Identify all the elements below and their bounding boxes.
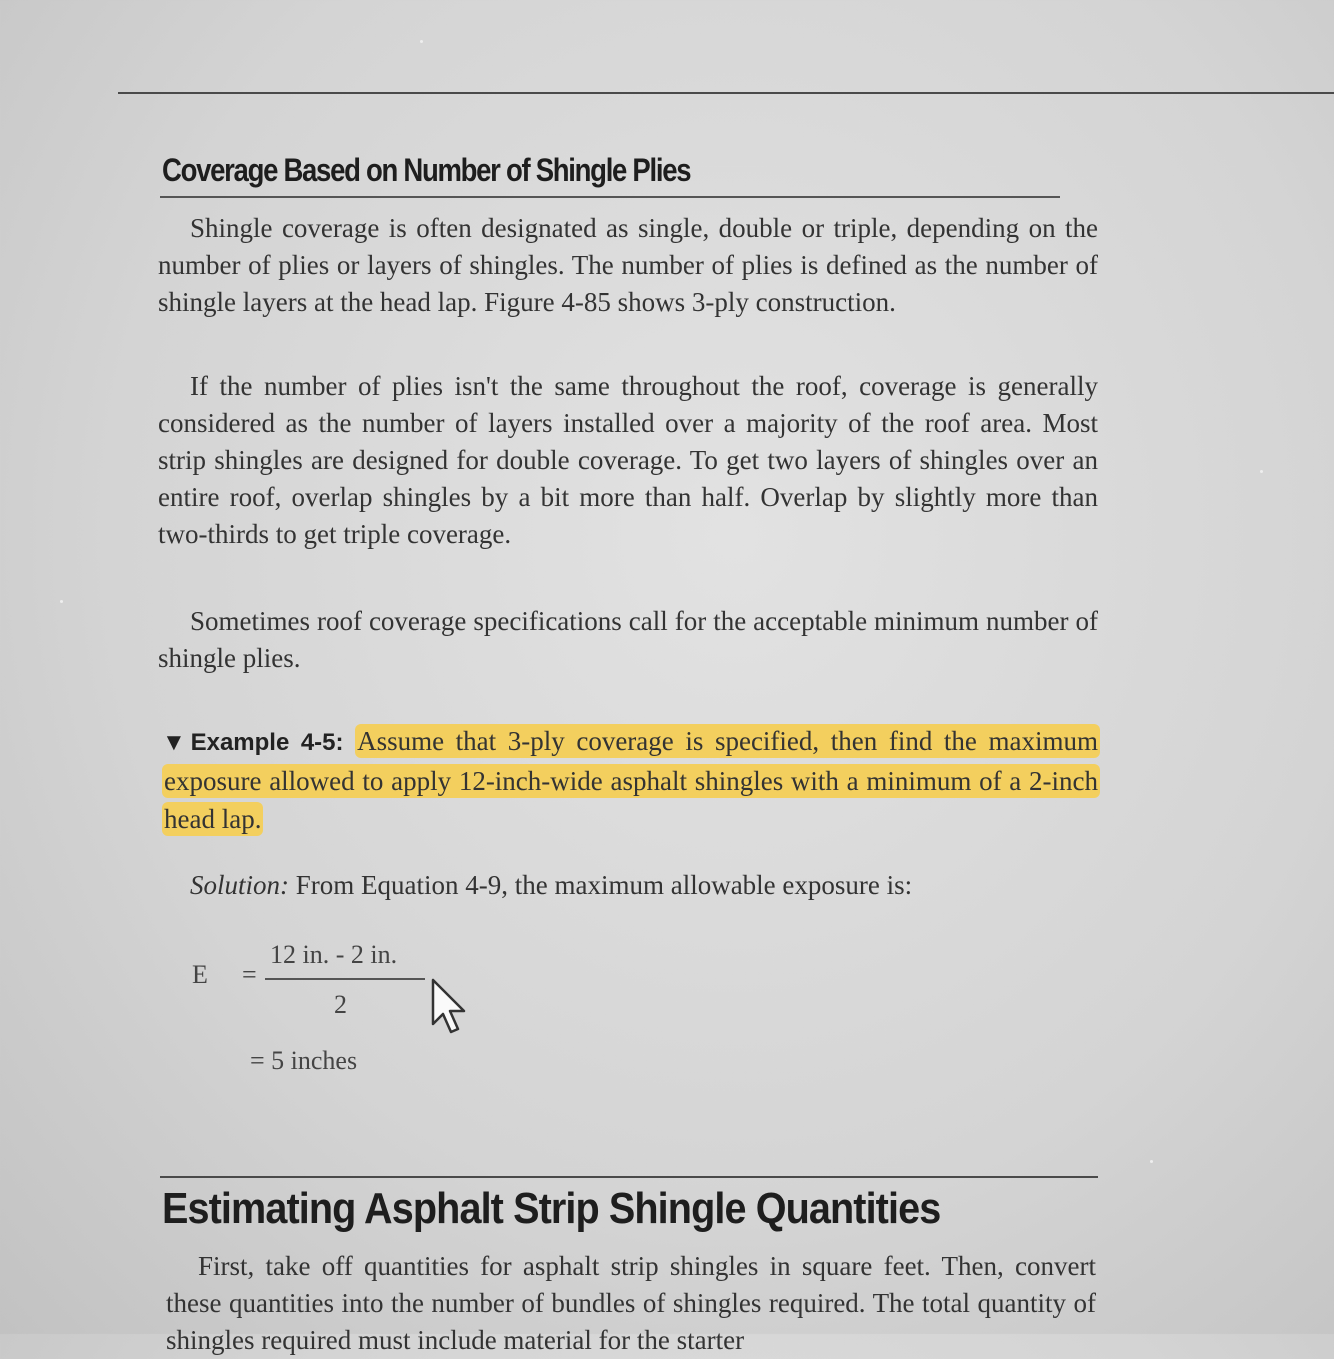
dust-speck <box>420 40 423 43</box>
mouse-pointer-icon <box>430 978 470 1036</box>
example-label: Example 4-5: <box>190 729 344 756</box>
paragraph-estimating-intro: First, take off quantities for asphalt strip shingles in square feet. Then, convert these quantities into the number of bundles of shingles required. The total quantity of shingles required must include material for the starter <box>166 1251 1096 1355</box>
solution-line <box>190 870 912 901</box>
section-heading: Coverage Based on Number of Shingle Plies <box>162 152 691 188</box>
section-heading-rule <box>160 196 1060 198</box>
paragraph-coverage-plies: If the number of plies isn't the same throughout the roof, coverage is generally considered as the number of layers installed over a majority of the roof area. Most strip shingles are designed for double coverage. To get two layers of shingles over an entire roof, overlap shingles by a bit more than half. Overlap by slightly more than two-thirds to get triple coverage. <box>158 371 1098 549</box>
dust-speck <box>1260 470 1263 473</box>
fraction-bar <box>265 978 425 980</box>
dust-speck <box>60 600 63 603</box>
next-section-heading: Estimating Asphalt Strip Shingle Quantities <box>162 1184 941 1233</box>
example-highlighted-text: Assume that 3-ply coverage is specified, then find the maximum exposure allowed to apply 12-inch-wide asphalt shingles with a minimum of a 2-inch head lap. <box>164 726 1098 834</box>
solution-label: Solution: <box>190 870 289 900</box>
example-block <box>162 722 1100 838</box>
paragraph-coverage-intro: Shingle coverage is often designated as single, double or triple, depending on the number of plies or layers of shingles. The number of plies is defined as the number of shingle layers at the head lap. Figure 4-85 shows 3-ply construction. <box>158 213 1098 317</box>
equation-denominator: 2 <box>334 990 347 1019</box>
dust-speck <box>1150 1160 1153 1163</box>
section-divider-rule <box>160 1176 1098 1178</box>
triangle-marker-icon: ▼ <box>162 729 191 756</box>
equation-numerator: 12 in. - 2 in. <box>270 940 398 969</box>
solution-text: From Equation 4-9, the maximum allowable exposure is: <box>295 870 913 900</box>
page-top-rule <box>118 92 1334 94</box>
paragraph-coverage-spec: Sometimes roof coverage specifications call for the acceptable minimum number of shingle plies. <box>158 606 1098 673</box>
equation-variable: E <box>192 960 208 989</box>
equation-equals: = <box>242 960 257 989</box>
equation-result: = 5 inches <box>250 1046 358 1075</box>
